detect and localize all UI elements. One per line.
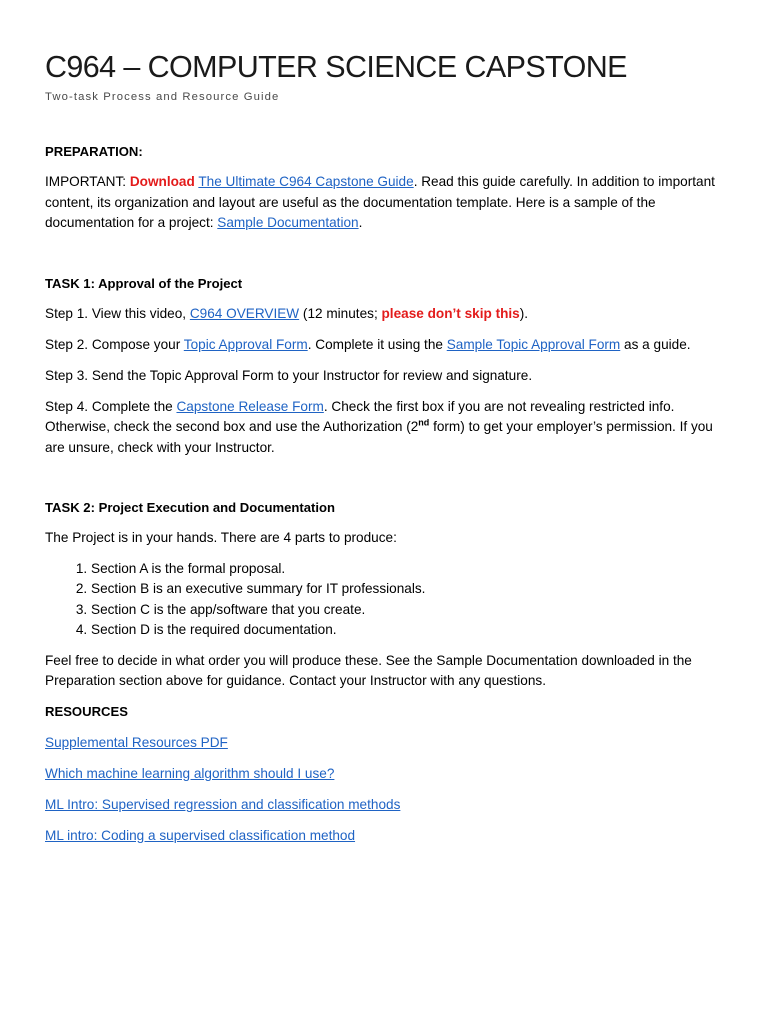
supplemental-resources-link[interactable]: Supplemental Resources PDF xyxy=(45,734,228,750)
task2-closing: Feel free to decide in what order you will produce these. See the Sample Documentation downloaded in the Preparation section above for guidance. Contact your Instructor with any questions. xyxy=(45,652,692,689)
ml-intro-coding-link[interactable]: ML intro: Coding a supervised classification method xyxy=(45,827,356,843)
sample-topic-approval-form-link[interactable]: Sample Topic Approval Form xyxy=(446,337,621,353)
preparation-paragraph: IMPORTANT: Download The Ultimate C964 Capstone Guide. Read this guide carefully. In addition to important content, its organization and layout are useful as the documentation template. Here is a sample of the documentation for a project: Sample Documentation. xyxy=(45,174,715,231)
c964-overview-link[interactable]: C964 OVERVIEW xyxy=(189,305,300,321)
capstone-guide-link[interactable]: The Ultimate C964 Capstone Guide xyxy=(198,174,414,189)
page-title: C964 – COMPUTER SCIENCE CAPSTONE xyxy=(45,50,627,84)
list-item: 1. Section A is the formal proposal. xyxy=(91,559,723,579)
sample-documentation-link[interactable]: Sample Documentation xyxy=(217,215,359,231)
task1-heading: TASK 1: Approval of the Project xyxy=(45,275,243,291)
list-item: 2. Section B is an executive summary for IT professionals. xyxy=(91,579,723,599)
important-label: IMPORTANT: xyxy=(45,174,130,189)
task2-intro: The Project is in your hands. There are 4 parts to produce: xyxy=(45,530,397,546)
capstone-release-form-link[interactable]: Capstone Release Form xyxy=(176,398,324,414)
parts-list xyxy=(45,559,723,641)
task1-step1: Step 1. View this video, C964 OVERVIEW (12 minutes; please don’t skip this). xyxy=(45,305,529,321)
resources-heading: RESOURCES xyxy=(45,703,128,719)
list-item: 3. Section C is the app/software that you create. xyxy=(91,600,723,620)
skip-warning: please don’t skip this xyxy=(381,305,520,321)
preparation-text: . Read this guide carefully. In addition to important content, its organization and layout are useful as the documentation template. Here is a sample of the documentation for a project: xyxy=(45,174,715,231)
list-item: 4. Section D is the required documentation. xyxy=(91,620,723,640)
ml-intro-regression-link[interactable]: ML Intro: Supervised regression and classification methods xyxy=(45,796,401,812)
ml-algorithm-link[interactable]: Which machine learning algorithm should I use? xyxy=(45,765,335,781)
preparation-heading: PREPARATION: xyxy=(45,144,143,159)
task2-heading: TASK 2: Project Execution and Documentation xyxy=(45,500,336,516)
page-subtitle: Two-task Process and Resource Guide xyxy=(45,91,280,103)
task1-step4: Step 4. Complete the Capstone Release Form. Check the first box if you are not revealing restricted info. Otherwise, check the second box and use the Authorization (2nd form) to get your employer’s permission. If you are unsure, check with your Instructor. xyxy=(45,398,713,455)
task1-step2: Step 2. Compose your Topic Approval Form. Complete it using the Sample Topic Approval Form as a guide. xyxy=(45,337,691,353)
topic-approval-form-link[interactable]: Topic Approval Form xyxy=(183,337,308,353)
task1-step3: Step 3. Send the Topic Approval Form to your Instructor for review and signature. xyxy=(45,367,533,383)
download-word: Download xyxy=(129,174,195,189)
